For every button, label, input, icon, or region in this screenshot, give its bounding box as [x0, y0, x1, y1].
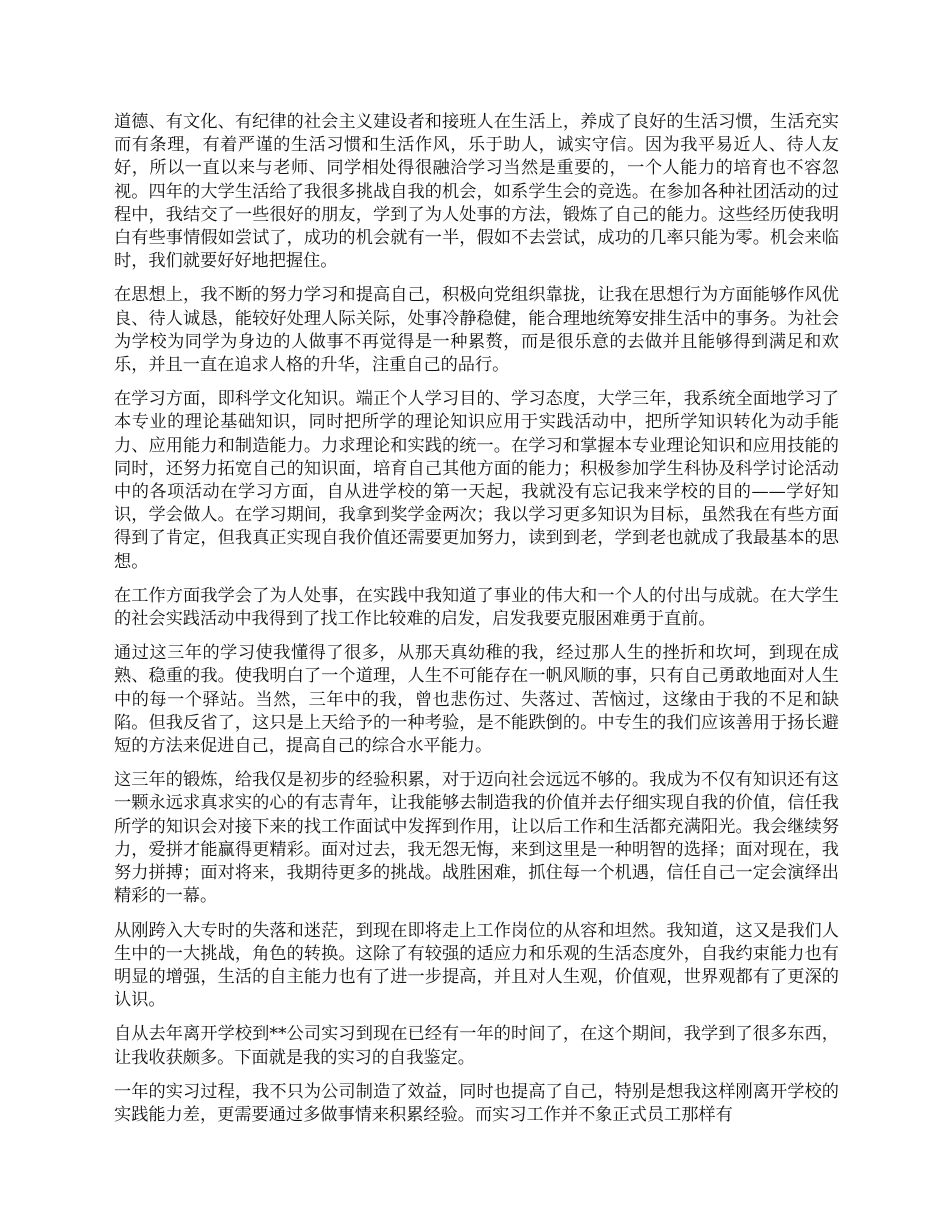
- paragraph-8: 自从去年离开学校到**公司实习到现在已经有一年的时间了，在这个期间，我学到了很多东西，让我收获颇多。下面就是我的实习的自我鉴定。: [114, 1024, 839, 1068]
- paragraph-7: 从刚跨入大专时的失落和迷茫，到现在即将走上工作岗位的从容和坦然。我知道，这又是我们人生中的一大挑战，角色的转换。这除了有较强的适应力和乐观的生活态度外，自我约束能力也有明显的增强，生活的自主能力也有了进一步提高，并且对人生观，价值观，世界观都有了更深的认识。: [114, 920, 839, 1011]
- paragraph-9: 一年的实习过程，我不只为公司制造了效益，同时也提高了自己，特别是想我这样刚离开学校的实践能力差，更需要通过多做事情来积累经验。而实习工作并不象正式员工那样有: [114, 1081, 839, 1125]
- paragraph-3: 在学习方面，即科学文化知识。端正个人学习目的、学习态度，大学三年，我系统全面地学习了本专业的理论基础知识，同时把所学的理论知识应用于实践活动中，把所学知识转化为动手能力、应用能力和制造能力。力求理论和实践的统一。在学习和掌握本专业理论知识和应用技能的同时，还努力拓宽自己的知识面，培育自己其他方面的能力；积极参加学生科协及科学讨论活动中的各项活动在学习方面，自从进学校的第一天起，我就没有忘记我来学校的目的——学好知识，学会做人。在学习期间，我拿到奖学金两次；我以学习更多知识为目标，虽然我在有些方面得到了肯定，但我真正实现自我价值还需要更加努力，读到到老，学到老也就成了我最基本的思想。: [114, 389, 839, 572]
- paragraph-1: 道德、有文化、有纪律的社会主义建设者和接班人在生活上，养成了良好的生活习惯，生活充实而有条理，有着严谨的生活习惯和生活作风，乐于助人，诚实守信。因为我平易近人、待人友好，所以一直以来与老师、同学相处得很融洽学习当然是重要的，一个人能力的培育也不容忽视。四年的大学生活给了我很多挑战自我的机会，如系学生会的竞选。在参加各种社团活动的过程中，我结交了一些很好的朋友，学到了为人处事的方法，锻炼了自己的能力。这些经历使我明白有些事情假如尝试了，成功的机会就有一半，假如不去尝试，成功的几率只能为零。机会来临时，我们就要好好地把握住。: [114, 112, 839, 272]
- paragraph-5: 通过这三年的学习使我懂得了很多，从那天真幼稚的我，经过那人生的挫折和坎坷，到现在成熟、稳重的我。使我明白了一个道理，人生不可能存在一帆风顺的事，只有自己勇敢地面对人生中的每一个驿站。当然，三年中的我，曾也悲伤过、失落过、苦恼过，这缘由于我的不足和缺陷。但我反省了，这只是上天给予的一种考验，是不能跌倒的。中专生的我们应该善用于扬长避短的方法来促进自己，提高自己的综合水平能力。: [114, 643, 839, 757]
- paragraph-6: 这三年的锻炼，给我仅是初步的经验积累，对于迈向社会远远不够的。我成为不仅有知识还有这一颗永远求真求实的心的有志青年，让我能够去制造我的价值并去仔细实现自我的价值，信任我所学的知识会对接下来的找工作面试中发挥到作用，让以后工作和生活都充满阳光。我会继续努力，爱拼才能赢得更精彩。面对过去，我无怨无悔，来到这里是一种明智的选择；面对现在，我努力拼搏；面对将来，我期待更多的挑战。战胜困难，抓住每一个机遇，信任自己一定会演绎出精彩的一幕。: [114, 770, 839, 907]
- document-body: [114, 111, 839, 1138]
- paragraph-2: 在思想上，我不断的努力学习和提高自己，积极向党组织靠拢，让我在思想行为方面能够作风优良、待人诚恳，能较好处理人际关际，处事冷静稳健，能合理地统筹安排生活中的事务。为社会为学校为同学为身边的人做事不再觉得是一种累赘，而是很乐意的去做并且能够得到满足和欢乐，并且一直在追求人格的升华，注重自己的品行。: [114, 285, 839, 376]
- paragraph-4: 在工作方面我学会了为人处事，在实践中我知道了事业的伟大和一个人的付出与成就。在大学生的社会实践活动中我得到了找工作比较难的启发，启发我要克服困难勇于直前。: [114, 585, 839, 630]
